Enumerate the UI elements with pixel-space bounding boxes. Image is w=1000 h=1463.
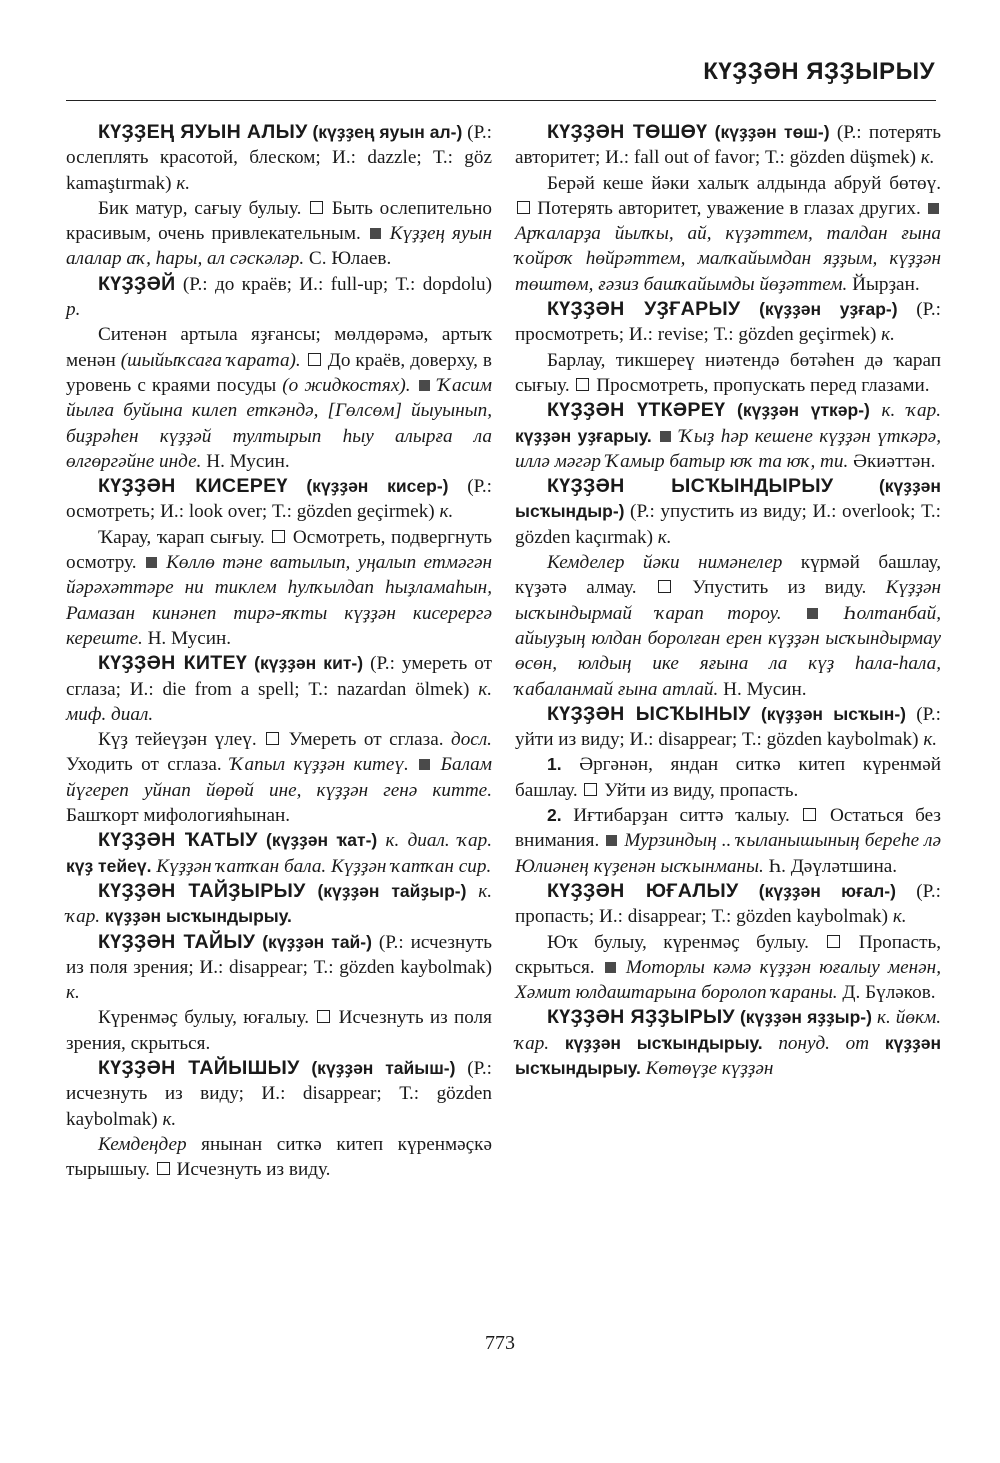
text-run: (Р.: исчезнуть из поля зрения; И.: disappear; Т.: gözden kaybolmak): [66, 931, 492, 978]
text-run: Күҙ тейеүҙән үлеү.: [98, 729, 265, 751]
text-run: [301, 350, 306, 371]
italic-text: Кемдеңдер: [98, 1133, 187, 1155]
translation-marker-icon: [157, 1162, 170, 1175]
italic-text: к.: [923, 729, 938, 751]
text-run: (Р.: пропасть; И.: disappear; Т.: gözden kaybolmak): [515, 880, 942, 928]
example-marker-icon: [419, 759, 430, 770]
example-marker-icon: [606, 835, 617, 846]
text-run: [751, 704, 761, 725]
italic-text: Моторлы кәмә күҙҙән юғалыу менән, Хәмит юлдаштарына боролоп ҡараны.: [515, 956, 941, 1004]
text-run: (Р.: исчезнуть из виду; И.: disappear; Т.: gözden kaybolmak): [66, 1057, 492, 1130]
italic-text: к.: [439, 501, 454, 523]
example-marker-icon: [660, 431, 671, 442]
italic-text: Күҙҙән ысҡындырмай ҡарап тороу.: [515, 577, 941, 624]
italic-text: Һолтанбай, айыуҙың юлдан боролған ерен күҙҙән ысҡындырмау өсөн, юлдың ике яғына ла күҙ һала-һала, ҡабаланмай ғына атлай.: [515, 602, 941, 700]
text-run: [258, 830, 266, 851]
italic-text: к.: [162, 1108, 177, 1130]
translation-marker-icon: [658, 580, 671, 593]
translation-marker-icon: [272, 530, 285, 543]
text-run: Осмотреть, подвергнуть осмотру.: [66, 526, 492, 574]
italic-text: понуд. от: [778, 1032, 870, 1054]
translation-marker-icon: [803, 808, 816, 821]
text-run: Упустить из виду.: [672, 577, 886, 599]
bold-term: (күҙҙән ҡат-): [266, 830, 378, 851]
text-run: (Р.: упустить из виду; И.: overlook; Т.: gözden kaçırmak): [515, 501, 941, 548]
text-run: Башҡорт мифологияһынан.: [66, 805, 291, 827]
text-run: [300, 1058, 312, 1079]
text-run: Исчезнуть из виду.: [171, 1159, 331, 1181]
text-run: Берәй кеше йәки халыҡ алдында абруй бөтөү.: [547, 172, 941, 194]
bold-term: (күҙҙән кит-): [254, 653, 364, 674]
italic-text: к. миф. диал.: [66, 678, 492, 725]
text-run: Әкиәттән.: [848, 450, 936, 472]
text-run: Н. Мусин.: [201, 450, 290, 472]
bold-term: (күҙҙән төш-): [714, 122, 830, 142]
headword: КҮҘҘӘН УҘҒАРЫУ: [547, 298, 741, 321]
text-run: [466, 881, 478, 902]
italic-text: (о жидкостях).: [282, 374, 411, 396]
dictionary-entry: [515, 1005, 941, 1081]
text-run: [740, 299, 759, 320]
translation-marker-icon: [266, 732, 279, 745]
text-run: Потерять авторитет, уважение в глазах других.: [532, 197, 926, 219]
example-marker-icon: [807, 608, 818, 619]
text-run: [411, 375, 417, 396]
text-run: (Р.: ослеплять красотой, блеском; И.: dazzle; Т.: göz kamaştırmak): [66, 122, 492, 194]
bold-term: (күҙҙән юғал-): [758, 880, 896, 901]
example-marker-icon: [419, 380, 430, 391]
headword: КҮҘҘӘН ҮТКӘРЕҮ: [547, 399, 726, 422]
text-run: [707, 122, 714, 143]
text-run: Юҡ булыу, күренмәҫ булыу.: [547, 931, 826, 953]
dictionary-entry: [66, 1056, 492, 1132]
bold-term: (күҙҙән кисер-): [306, 476, 449, 497]
right-column: [515, 120, 941, 1081]
italic-text: р.: [66, 299, 81, 321]
headword: КҮҘҘӘЙ: [98, 272, 176, 295]
dictionary-entry: [66, 828, 492, 879]
text-run: Күренмәҫ булыу, юғалыу.: [98, 1007, 316, 1029]
italic-text: Мурзиндың .. ҡыланышының береһе лә Юлиәнең күҙенән ысҡынманы.: [515, 830, 941, 877]
italic-text: досл.: [451, 729, 492, 751]
text-run: Ситенән артыла яҙғансы; мөлдөрәмә, артыҡ менән: [66, 324, 492, 371]
text-run: [869, 1033, 885, 1054]
text-run: Остаться без внимания.: [515, 805, 941, 852]
italic-text: к.: [176, 172, 191, 194]
entry-definition: [515, 348, 941, 399]
entry-definition: [66, 1132, 492, 1183]
dictionary-entry: [515, 297, 941, 348]
italic-text: к.: [66, 982, 80, 1004]
entry-definition: [66, 1005, 492, 1056]
text-run: [833, 476, 879, 497]
bold-term: (күҙҙең яуын ал-): [312, 122, 463, 142]
bold-term: (күҙҙән тай-): [262, 931, 372, 952]
bold-term: 2.: [547, 805, 562, 826]
text-run: Н. Мусин.: [718, 678, 807, 700]
text-run: [306, 881, 318, 902]
text-run: [782, 603, 805, 624]
translation-marker-icon: [317, 1010, 330, 1023]
text-run: Просмотреть, пропускать перед глазами.: [591, 374, 930, 396]
italic-text: Арҡаларҙа йылҡы, ай, күҙәттем, талдан ғына ҡойроҡ һөйрәттем, малҡайымдан яҙҙым, күҙҙән төштөм, ғәзиз башҡайымды йөҙәттем.: [515, 223, 941, 295]
bold-term: (күҙҙән ысҡындыр-): [515, 476, 941, 522]
entry-definition: [515, 752, 941, 803]
example-marker-icon: [146, 557, 157, 568]
translation-marker-icon: [576, 378, 589, 391]
dictionary-entry: [515, 702, 941, 753]
entry-definition: [515, 930, 941, 1006]
bold-term: (күҙҙән үткәр-): [737, 400, 870, 421]
example-marker-icon: [928, 203, 939, 214]
dictionary-entry: [66, 879, 492, 930]
bold-term: (күҙҙән тайыш-): [311, 1057, 456, 1078]
bold-term: күҙҙән ысҡындырыу.: [104, 906, 292, 927]
translation-marker-icon: [827, 935, 840, 948]
text-run: [549, 1033, 565, 1054]
bold-term: күҙҙән уҙғарыу.: [515, 425, 652, 446]
text-run: (Р.: уйти из виду; И.: disappear; Т.: gözden kaybolmak): [515, 703, 941, 751]
text-run: (Р.: до краёв; И.: full-up; Т.: dopdolu): [175, 273, 492, 295]
dictionary-entry: [515, 474, 941, 550]
italic-text: к.: [881, 324, 895, 346]
text-run: Быть ослепительно красивым, очень привлекательным.: [66, 197, 492, 245]
text-run: Әргәнән, яндан ситкә китеп күренмәй башлау.: [515, 754, 941, 801]
headword: КҮҘҘӘН КИСЕРЕҮ: [98, 475, 288, 498]
bold-term: күҙҙән ысҡындырыу.: [515, 1032, 942, 1078]
text-run: Умереть от сглаза.: [281, 729, 451, 751]
bold-term: (күҙҙән ысҡын-): [760, 703, 907, 724]
text-run: (Р.: просмотреть; И.: revise; Т.: gözden geçirmek): [515, 299, 941, 346]
bold-term: 1.: [547, 754, 562, 775]
italic-text: к.: [657, 526, 672, 548]
italic-text: Ҡасим йылға буйына килеп еткәндә, [Гөлсөм] йыуынып, биҙрәһен күҙҙәй тултырып һыу алырға ла өлгөргәйне инде.: [66, 374, 492, 472]
headword: КҮҘҘӘН ТАЙЫУ: [98, 930, 256, 953]
dictionary-entry: [515, 398, 941, 474]
italic-text: Балам йүгереп уйнап йөрөй ине, күҙҙән генә китте.: [66, 754, 493, 801]
bold-term: (күҙҙән тайҙыр-): [317, 880, 467, 901]
dictionary-entry: [66, 930, 492, 1006]
italic-text: Ҡапыл күҙҙән китеү.: [230, 754, 409, 776]
dictionary-entry: [66, 120, 492, 196]
text-run: күрмәй башлау, күҙәтә алмау.: [515, 552, 941, 599]
entry-definition: [66, 727, 492, 828]
translation-marker-icon: [308, 353, 321, 366]
italic-text: Ҡыҙ һәр кешене күҙҙән үткәрә, иллә мәгәр Ҡамыр батыр юҡ та юҡ, ти.: [515, 425, 941, 472]
running-head: КҮҘҘӘН ЯҘҘЫРЫУ: [703, 58, 935, 85]
text-run: Н. Мусин.: [142, 627, 232, 649]
text-run: Уходить от сглаза.: [66, 754, 231, 776]
header-rule: [66, 100, 936, 101]
headword: КҮҘҘЕҢ ЯУЫН АЛЫУ: [98, 121, 308, 143]
text-run: Иғтибарҙан ситтә ҡалыу.: [561, 805, 802, 827]
headword: КҮҘҘӘН ҠАТЫУ: [98, 829, 258, 852]
italic-text: к. диал. ҡар.: [385, 830, 493, 852]
text-run: [763, 1033, 779, 1054]
dictionary-entry: [515, 879, 941, 930]
text-run: Ҡарау, ҡарап сығыу.: [98, 526, 271, 548]
dictionary-entry: [66, 651, 492, 727]
bold-term: күҙ тейеү.: [66, 855, 152, 876]
translation-marker-icon: [517, 201, 530, 214]
italic-text: Көтөүҙе күҙҙән: [645, 1057, 774, 1079]
headword: КҮҘҘӘН ЫСҠЫНЫУ: [547, 702, 751, 725]
text-run: Һ. Дәүләтшина.: [763, 855, 898, 877]
italic-text: (шыйыҡсаға ҡарата).: [120, 349, 301, 371]
entry-definition: [515, 171, 941, 297]
page-number: 773: [485, 1332, 515, 1354]
text-run: Уйти из виду, пропасть.: [599, 779, 799, 801]
headword: КҮҘҘӘН ЯҘҘЫРЫУ: [547, 1006, 735, 1029]
text-run: Пропасть, скрыться.: [515, 931, 942, 978]
headword: КҮҘҘӘН ТАЙҘЫРЫУ: [98, 879, 306, 902]
text-run: [870, 400, 882, 421]
text-run: Бик матур, сағыу булыу.: [98, 197, 309, 219]
italic-text: Кемделер йәки нимәнелер: [547, 552, 783, 574]
entry-definition: [515, 803, 941, 879]
italic-text: к. йөкм. ҡар.: [515, 1007, 942, 1054]
italic-text: к. ҡар.: [881, 400, 942, 422]
headword: КҮҘҘӘН ТАЙЫШЫУ: [98, 1056, 300, 1079]
headword: КҮҘҘӘН ЫСҠЫНДЫРЫУ: [547, 475, 834, 498]
headword: КҮҘҘӘН ЮҒАЛЫУ: [547, 879, 739, 902]
text-run: Барлау, тикшереү ниәтендә бөтәһен дә ҡарап сығыу.: [515, 349, 941, 396]
text-run: Йырҙан.: [847, 273, 920, 295]
text-run: [377, 830, 385, 851]
italic-text: Күҙҙең яуын алалар аҡ, һары, ал сәскәләр.: [66, 223, 493, 270]
bold-term: (күҙҙән уҙғар-): [759, 299, 898, 320]
text-run: [288, 476, 307, 497]
text-run: (Р.: потерять авторитет; И.: fall out of favor; Т.: gözden düşmek): [515, 122, 941, 169]
text-run: (Р.: осмотреть; И.: look over; Т.: gözden geçirmek): [66, 476, 492, 523]
text-run: [652, 426, 658, 447]
text-run: С. Юлаев.: [304, 248, 392, 270]
text-run: До краёв, доверху, в уровень с краями посуды: [66, 349, 492, 396]
text-run: (Р.: умереть от сглаза; И.: die from a spell; Т.: nazardan ölmek): [66, 653, 493, 700]
dictionary-entry: [515, 120, 941, 171]
entry-definition: [66, 525, 492, 651]
left-column: [66, 120, 492, 1182]
headword: КҮҘҘӘН КИТЕҮ: [98, 652, 248, 675]
bold-term: күҙҙән ысҡындырыу.: [564, 1032, 763, 1053]
example-marker-icon: [605, 962, 616, 973]
entry-definition: [66, 322, 492, 474]
text-run: янынан ситкә китеп күренмәҫкә тырышыу.: [66, 1133, 492, 1181]
dictionary-entry: [66, 272, 492, 323]
italic-text: к.: [920, 147, 935, 169]
text-run: Д. Бүләков.: [837, 982, 936, 1004]
headword: КҮҘҘӘН ТӨШӨҮ: [547, 121, 708, 143]
dictionary-entry: [66, 474, 492, 525]
bold-term: (күҙҙән яҙҙыр-): [739, 1007, 872, 1028]
text-run: [409, 754, 417, 775]
text-run: Исчезнуть из поля зрения, скрыться.: [66, 1007, 492, 1054]
text-run: [738, 881, 758, 902]
italic-text: к.: [892, 906, 907, 928]
translation-marker-icon: [584, 783, 597, 796]
italic-text: Күҙҙән ҡатҡан бала. Күҙҙән ҡатҡан сир.: [156, 855, 492, 877]
entry-definition: [66, 196, 492, 272]
translation-marker-icon: [310, 201, 323, 214]
text-run: [725, 400, 737, 421]
italic-text: к. ҡар.: [66, 880, 493, 928]
italic-text: Көллө тәне ватылып, уңалып етмәгән йәрәхәттәре ни тиклем һулҡылдап һыҙламаһын, Рамазан кинәнеп тирә-яҡты күҙҙән кисерергә кереште.: [66, 552, 492, 649]
example-marker-icon: [370, 228, 381, 239]
entry-definition: [515, 550, 941, 702]
